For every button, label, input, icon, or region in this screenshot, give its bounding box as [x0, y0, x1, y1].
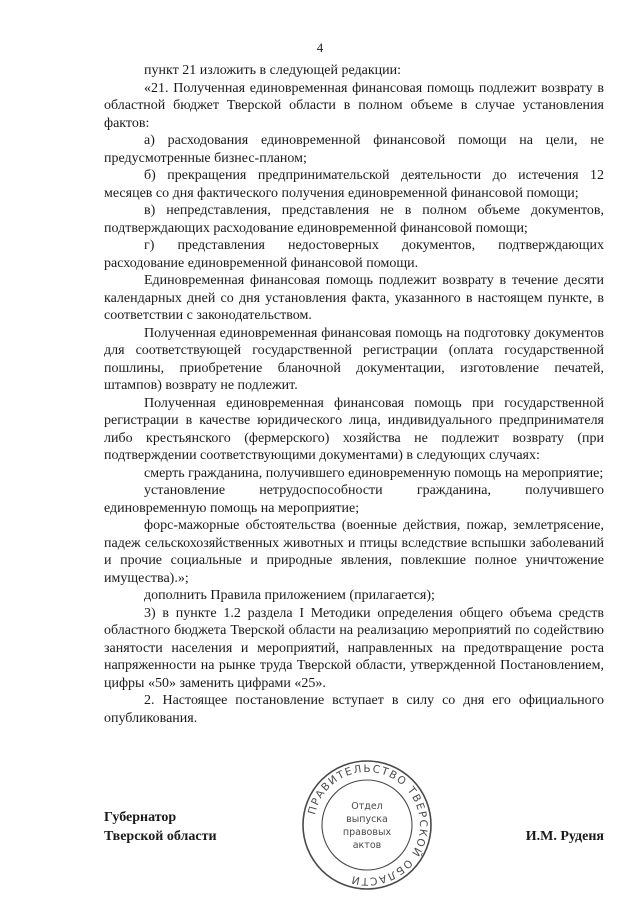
- paragraph: Полученная единовременная финансовая помощь на подготовку документов для соответствующей государственной регистрации (оплата государственной пошлины, приобретение бланочной документации, изготовление печатей, штампов) возврату не подлежит.: [104, 325, 604, 393]
- paragraph: Полученная единовременная финансовая помощь при государственной регистрации в качестве юридического лица, индивидуального предпринимателя либо крестьянского (фермерского) хозяйства не подлежит возврату (при подтверждении соответствующими документами) в следующих случаях:: [104, 395, 604, 463]
- document-body: [104, 62, 604, 727]
- signatory-title-line: Тверской области: [104, 829, 217, 844]
- paragraph: форс-мажорные обстоятельства (военные действия, пожар, землетрясение, падеж сельскохозяйственных животных и птицы вследствие вспышки заболеваний и прочие социальные и природные явления, повлекшие полное уничтожение имущества).»;: [104, 518, 604, 586]
- paragraph: смерть гражданина, получившего единовременную помощь на мероприятие;: [144, 465, 604, 481]
- stamp-line: правовых: [342, 827, 392, 838]
- official-stamp: [300, 758, 434, 892]
- stamp-line: выпуска: [346, 814, 388, 825]
- paragraph: а) расходования единовременной финансовой помощи на цели, не предусмотренные бизнес-планом;: [104, 133, 604, 166]
- paragraph: 2. Настоящее постановление вступает в силу со дня его официального опубликования.: [104, 693, 604, 726]
- paragraph: б) прекращения предпринимательской деятельности до истечения 12 месяцев со дня фактического получения единовременной финансовой помощи;: [104, 168, 604, 201]
- signatory-title-line: Губернатор: [104, 810, 177, 825]
- paragraph: г) представления недостоверных документов, подтверждающих расходование единовременной финансовой помощи.: [104, 238, 604, 271]
- signatory-name: И.М. Руденя: [525, 829, 604, 844]
- signatory-title: [104, 808, 217, 846]
- page-number: 4: [316, 40, 324, 55]
- paragraph: «21. Полученная единовременная финансовая помощь подлежит возврату в областной бюджет Тверской области в полном объеме в случае установления фактов:: [104, 80, 604, 131]
- paragraph: установление нетрудоспособности гражданина, получившего единовременную помощь на мероприятие;: [104, 483, 604, 516]
- paragraph: дополнить Правила приложением (прилагается);: [144, 588, 435, 603]
- svg-text:ПРАВИТЕЛЬСТВО ТВЕРСКОЙ ОБЛАСТИ: [306, 763, 429, 887]
- stamp-line: актов: [352, 840, 382, 851]
- paragraph: пункт 21 изложить в следующей редакции:: [144, 63, 401, 78]
- paragraph: Единовременная финансовая помощь подлежит возврату в течение десяти календарных дней со дня установления факта, указанного в настоящем пункте, в соответствии с законодательством.: [104, 273, 604, 323]
- stamp-ring-text: ПРАВИТЕЛЬСТВО ТВЕРСКОЙ ОБЛАСТИ: [306, 762, 430, 888]
- stamp-line: Отдел: [351, 801, 383, 812]
- paragraph: в) непредставления, представления не в полном объеме документов, подтверждающих расходование единовременной финансовой помощи;: [104, 203, 604, 236]
- paragraph: 3) в пункте 1.2 раздела I Методики определения общего объема средств областного бюджета Тверской области на реализацию мероприятий по содействию занятости населения и мероприятий, направленных на предотвращение роста напряженности на рынке труда Тверской области, утвержденной Постановлением, цифры «50» заменить цифрами «25».: [104, 605, 604, 691]
